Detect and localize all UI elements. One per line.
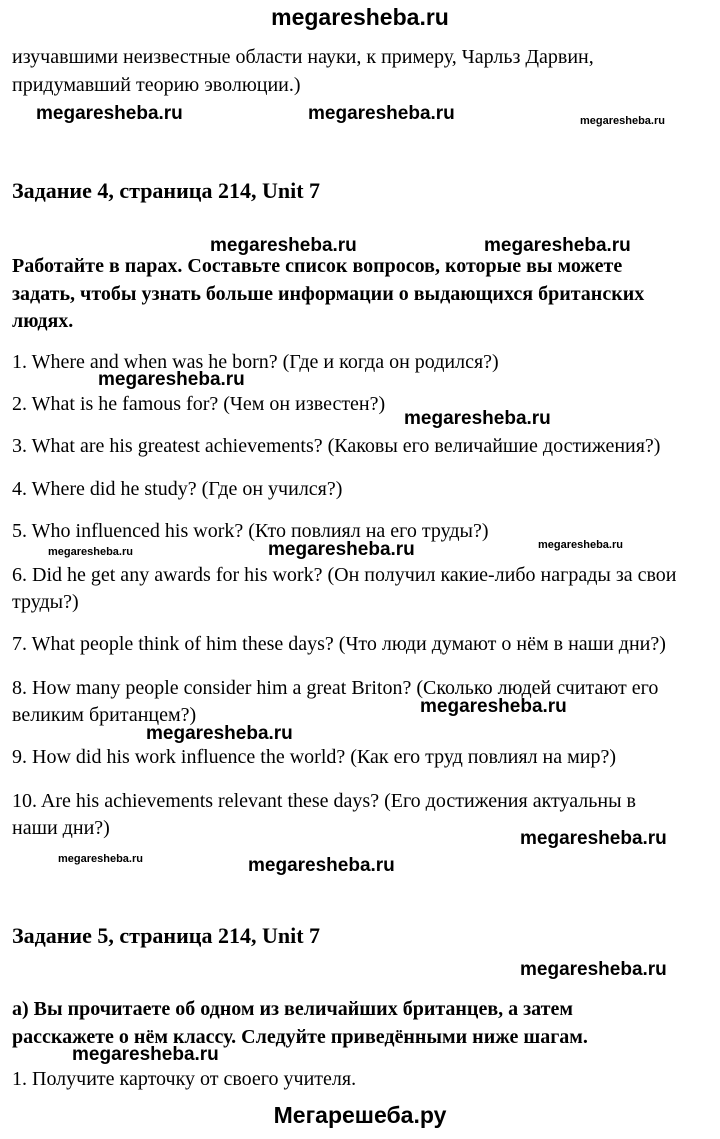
task5-step-1: 1. Получите карточку от своего учителя.: [12, 1068, 357, 1090]
intro-line-1: изучавшими неизвестные области науки, к примеру, Чарльз Дарвин,: [12, 46, 594, 68]
watermark: megaresheba.ru: [308, 103, 455, 124]
watermark: megaresheba.ru: [538, 539, 623, 551]
question-8-continued: великим британцем?): [12, 704, 197, 726]
watermark: megaresheba.ru: [420, 696, 567, 717]
task4-instruction-line-3: людях.: [12, 310, 74, 332]
watermark: megaresheba.ru: [248, 855, 395, 876]
task5-title: Задание 5, страница 214, Unit 7: [12, 923, 321, 948]
task4-title: Задание 4, страница 214, Unit 7: [12, 178, 321, 203]
question-8: 8. How many people consider him a great Briton? (Сколько людей считают его: [12, 677, 659, 699]
header-site-name: megaresheba.ru: [271, 4, 449, 30]
watermark: megaresheba.ru: [520, 828, 667, 849]
task4-instruction-line-2: задать, чтобы узнать больше информации о выдающихся британских: [12, 283, 645, 305]
question-7: 7. What people think of him these days? (Что люди думают о нём в наши дни?): [12, 633, 666, 655]
watermark: megaresheba.ru: [72, 1044, 219, 1065]
watermark: megaresheba.ru: [98, 369, 245, 390]
watermark: megaresheba.ru: [268, 539, 415, 560]
watermark: megaresheba.ru: [210, 235, 357, 256]
question-2: 2. What is he famous for? (Чем он известен?): [12, 393, 386, 415]
question-10: 10. Are his achievements relevant these days? (Его достижения актуальны в: [12, 790, 636, 812]
watermark: megaresheba.ru: [580, 115, 665, 127]
watermark: megaresheba.ru: [146, 723, 293, 744]
watermark: megaresheba.ru: [36, 103, 183, 124]
watermark: megaresheba.ru: [484, 235, 631, 256]
footer-site-name: Мегарешеба.ру: [273, 1102, 447, 1128]
question-5: 5. Who influenced his work? (Кто повлиял на его труды?): [12, 520, 489, 542]
task5-instruction-line-2: расскажете о нём классу. Следуйте приведёнными ниже шагам.: [12, 1026, 588, 1048]
watermark: megaresheba.ru: [48, 546, 133, 558]
question-6: 6. Did he get any awards for his work? (Он получил какие-либо награды за свои: [12, 564, 677, 586]
task5-instruction-line-1: а) Вы прочитаете об одном из величайших британцев, а затем: [12, 998, 573, 1020]
watermark: megaresheba.ru: [404, 408, 551, 429]
question-1: 1. Where and when was he born? (Где и когда он родился?): [12, 351, 499, 373]
question-3: 3. What are his greatest achievements? (Каковы его величайшие достижения?): [12, 435, 661, 457]
watermark: megaresheba.ru: [520, 959, 667, 980]
task4-instruction-line-1: Работайте в парах. Составьте список вопросов, которые вы можете: [12, 255, 623, 277]
intro-line-2: придумавший теорию эволюции.): [12, 74, 301, 96]
question-6-continued: труды?): [12, 591, 79, 613]
question-4: 4. Where did he study? (Где он учился?): [12, 478, 343, 500]
watermark: megaresheba.ru: [58, 853, 143, 865]
question-10-continued: наши дни?): [12, 817, 110, 839]
question-9: 9. How did his work influence the world? (Как его труд повлиял на мир?): [12, 746, 617, 768]
